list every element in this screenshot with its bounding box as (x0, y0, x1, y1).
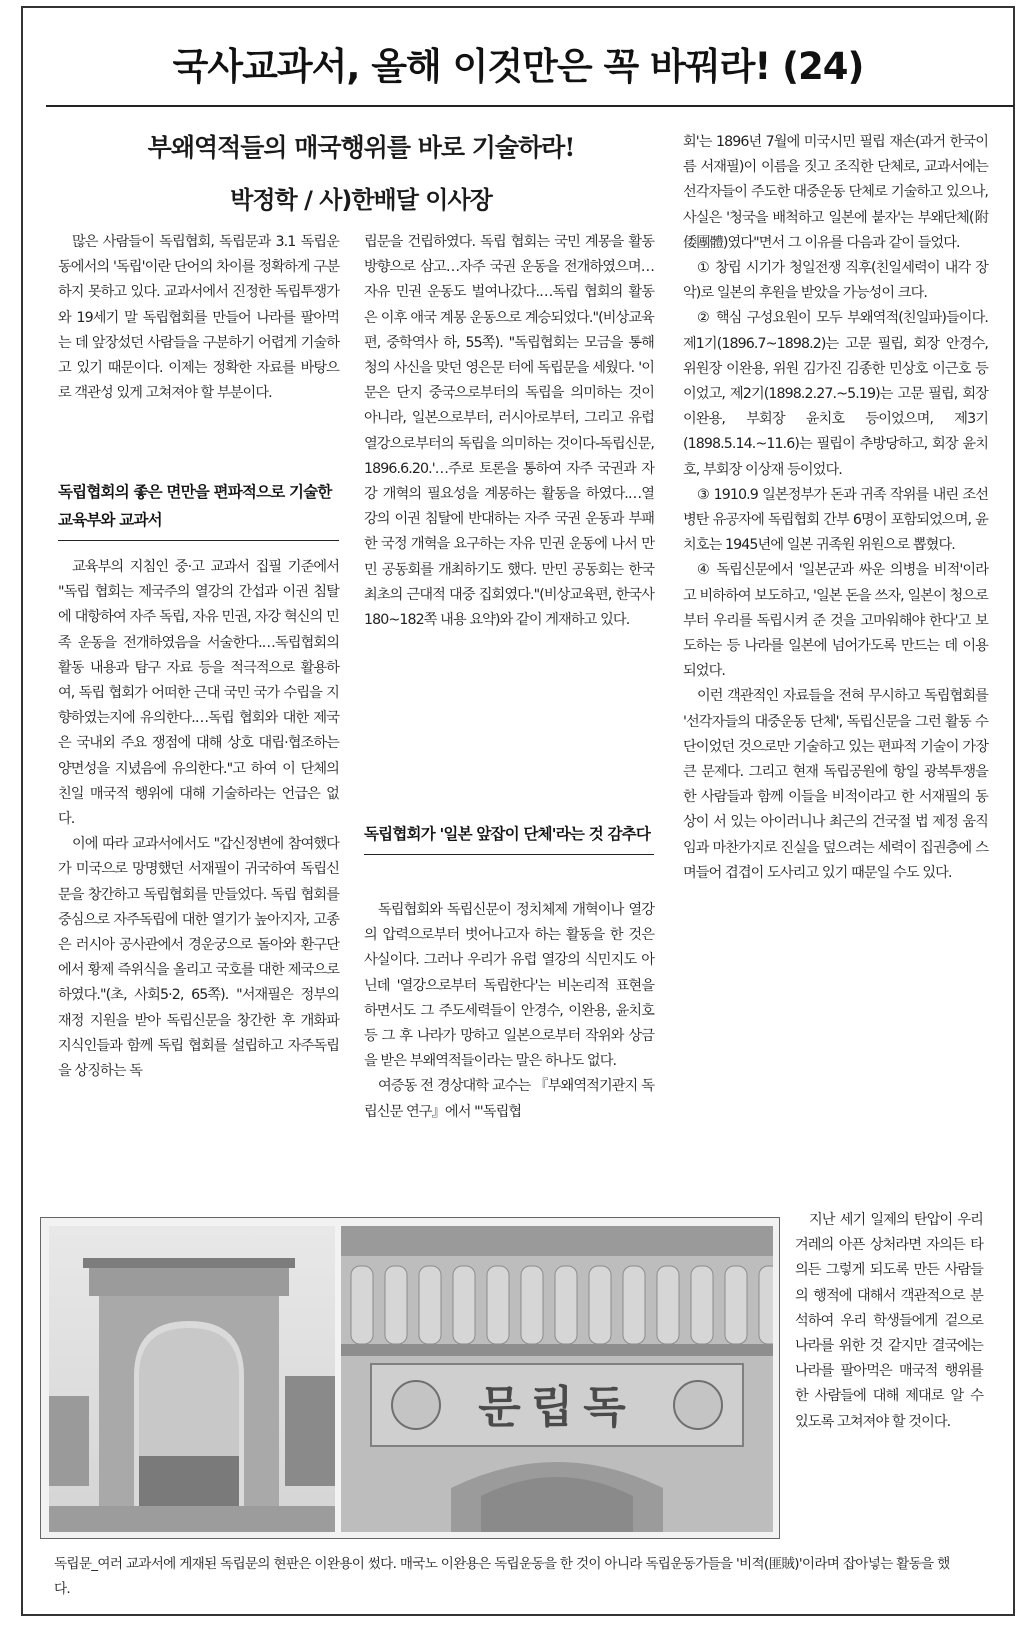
column-2 (364, 230, 654, 633)
subheading-1: 독립협회의 좋은 면만을 편파적으로 기술한 교육부와 교과서 (58, 483, 332, 529)
paragraph: 이런 객관적인 자료들을 전혀 무시하고 독립협회를 '선각자들의 대중운동 단체', 독립신문을 그런 활동 수단이었던 것으로만 기술하고 있는 편파적 기술이 가장 큰 문제다. 그리고 현재 독립공원에 항일 광복투쟁을 한 사람들과 함께 이들을 비적이라고 한 서재필의 동상이 서 있는 아이러니나 최근의 건국절 법 제정 움직임과 마찬가지로 진실을 덮으려는 세력이 집권층에 스며들어 겹겹이 도사리고 있기 때문일 수도 있다. (683, 688, 988, 881)
paragraph: 회'는 1896년 7월에 미국시민 필립 재손(과거 한국이름 서재필)이 이름을 짓고 조직한 단체로, 교과서에는 선각자들이 주도한 대중운동 단체로 기술하고 있으나, 사실은 '청국을 배척하고 일본에 붙자'는 부왜단체(附倭團體)였다"면서 그 이유를 다음과 같이 들었다. (683, 134, 988, 251)
paragraph: ④ 독립신문에서 '일본군과 싸운 의병을 비적'이라고 비하하여 보도하고, '일본 돈을 쓰자, 일본이 청으로부터 우리를 독립시켜 준 것을 고마워해야 한다'고 보도하는 등 나라를 일본에 넘어가도록 만드는 데 이용되었다. (683, 562, 988, 680)
plaque-illustration (341, 1226, 773, 1532)
paragraph: ② 핵심 구성요원이 모두 부왜역적(친일파)들이다. 제1기(1896.7~1898.2)는 고문 필립, 회장 안경수, 위원장 이완용, 위원 김가진 김종한 민상호 이근호 등이었고, 제2기(1898.2.27.~5.19)는 고문 필립, 회장 이완용, 부회장 윤치호 등이었으며, 제3기(1898.5.14.~11.6)는 필립이 추방당하고, 회장 윤치호, 부회장 이상재 등이었다. (683, 310, 988, 478)
subheading-2: 독립협회가 '일본 앞잡이 단체'라는 것 감추다 (364, 825, 650, 843)
paragraph: 교육부의 지침인 중·고 교과서 집필 기준에서 "독립 협회는 제국주의 열강의 간섭과 이권 침탈에 대항하여 자주 독립, 자유 민권, 자강 혁신의 민족 운동을 전개하였음을 서술한다.…독립협회의 활동 내용과 탐구 자료 등을 적극적으로 활용하여, 독립 협회가 어떠한 근대 국민 국가 수립을 지향하였는지에 유의한다.…독립 협회와 대한 제국은 국내외 주요 쟁점에 대해 상호 대립·협조하는 양면성을 지녔음에 유의한다."고 하여 이 단체의 친일 매국적 행위에 대해 기술하라는 언급은 없다. (58, 559, 339, 828)
photo-panel (40, 1217, 780, 1539)
independence-gate-photo (49, 1226, 335, 1532)
photo-caption: 독립문_여러 교과서에 게재된 독립문의 현판은 이완용이 썼다. 매국노 이완용은 독립운동을 한 것이 아니라 독립운동가들을 '비적(匪賊)'이라며 잡아넣는 활동을 했다. (54, 1556, 950, 1597)
column-2-lower (364, 898, 654, 1125)
column-3 (683, 130, 988, 886)
byline: 박정학 / 사)한배달 이사장 (230, 186, 492, 214)
paragraph: 립문을 건립하였다. 독립 협회는 국민 계몽을 활동 방향으로 삼고…자주 국권 운동을 전개하였으며…자유 민권 운동도 벌여나갔다.…독립 협회의 활동은 이후 애국 계몽 운동으로 계승되었다."(비상교육편, 중학역사 하, 55쪽). "독립협회는 모금을 통해 청의 사신을 맞던 영은문 터에 독립문을 세웠다. '이 문은 단지 중국으로부터의 독립을 의미하는 것이 아니라, 일본으로부터, 러시아로부터, 그리고 유럽 열강으로부터의 독립을 의미하는 것이다-독립신문, 1896.6.20.'…주로 토론을 통하여 자주 국권과 자강 개혁의 필요성을 계몽하는 활동을 하였다.…열강의 이권 침탈에 반대하는 자주 국권 운동과 부패한 국정 개혁을 요구하는 자유 민권 운동에 나서 만민 공동회를 개최하기도 했다. 만민 공동회는 한국 최초의 근대적 대중 집회였다."(비상교육편, 한국사 180~182쪽 내용 요약)와 같이 게재하고 있다. (364, 234, 654, 629)
plaque-text: 문립독 (478, 1382, 636, 1433)
column-1 (58, 230, 339, 406)
paragraph: 독립협회와 독립신문이 정치체제 개혁이나 열강의 압력으로부터 벗어나고자 하는 활동을 한 것은 사실이다. 그러나 우리가 유럽 열강의 식민지도 아닌데 '열강으로부터 독립한다'는 비논리적 표현을 하면서도 그 주도세력들이 안경수, 이완용, 윤치호 등 그 후 나라가 망하고 일본으로부터 작위와 상금을 받은 부왜역적들이라는 말은 하나도 없다. (364, 902, 654, 1070)
independence-gate-plaque-photo (341, 1226, 773, 1532)
paragraph: ① 창립 시기가 청일전쟁 직후(친일세력이 내각 장악)로 일본의 후원을 받았을 가능성이 크다. (683, 260, 988, 302)
paragraph: 많은 사람들이 독립협회, 독립문과 3.1 독립운동에서의 '독립'이란 단어의 차이를 정확하게 구분하지 못하고 있다. 교과서에서 진정한 독립투쟁가와 19세기 말 독립협회를 만들어 나라를 팔아먹는 데 앞장섰던 사람들을 구분하기 어렵게 기술하고 있기 때문이다. 이제는 정확한 자료를 바탕으로 객관성 있게 고쳐져야 할 부분이다. (58, 234, 339, 402)
gate-illustration (49, 1226, 335, 1532)
paragraph: 여증동 전 경상대학 교수는 『부왜역적기관지 독립신문 연구』에서 "'독립협 (364, 1078, 654, 1120)
paragraph: 지난 세기 일제의 탄압이 우리 겨레의 아픈 상처라면 자의든 타의든 그렇게 되도록 만든 사람들의 행적에 대해서 객관적으로 분석하여 우리 학생들에게 겉으로 나라를 위한 것 같지만 결국에는 나라를 팔아먹은 매국적 행위를 한 사람들에 대해 제대로 알 수 있도록 고쳐져야 할 것이다. (795, 1212, 983, 1430)
article-title: 국사교과서, 올해 이것만은 꼭 바꿔라! (24) (172, 45, 864, 88)
column-4 (795, 1208, 983, 1435)
subheading-2-box (364, 820, 654, 855)
paragraph: ③ 1910.9 일본정부가 돈과 귀족 작위를 내린 조선병탄 유공자에 독립협회 간부 6명이 포함되었으며, 윤치호는 1945년에 일본 귀족원 위원으로 뽑혔다. (683, 486, 988, 554)
paragraph: 이에 따라 교과서에서도 "갑신정변에 참여했다가 미국으로 망명했던 서재필이 귀국하여 독립신문을 창간하고 독립협회를 만들었다. 독립 협회를 중심으로 자주독립에 대한 열기가 높아지자, 고종은 러시아 공사관에서 경운궁으로 돌아와 환구단에서 황제 즉위식을 올리고 국호를 대한 제국으로 하였다."(초, 사회5·2, 65쪽). "서재필은 정부의 재정 지원을 받아 독립신문을 창간한 후 개화파 지식인들과 함께 독립 협회를 설립하고 자주독립을 상징하는 독 (58, 836, 339, 1080)
subheading-1-box (58, 478, 339, 541)
column-1-lower (58, 555, 339, 1084)
title-divider (46, 105, 1014, 107)
article-subtitle: 부왜역적들의 매국행위를 바로 기술하라! (147, 133, 575, 162)
